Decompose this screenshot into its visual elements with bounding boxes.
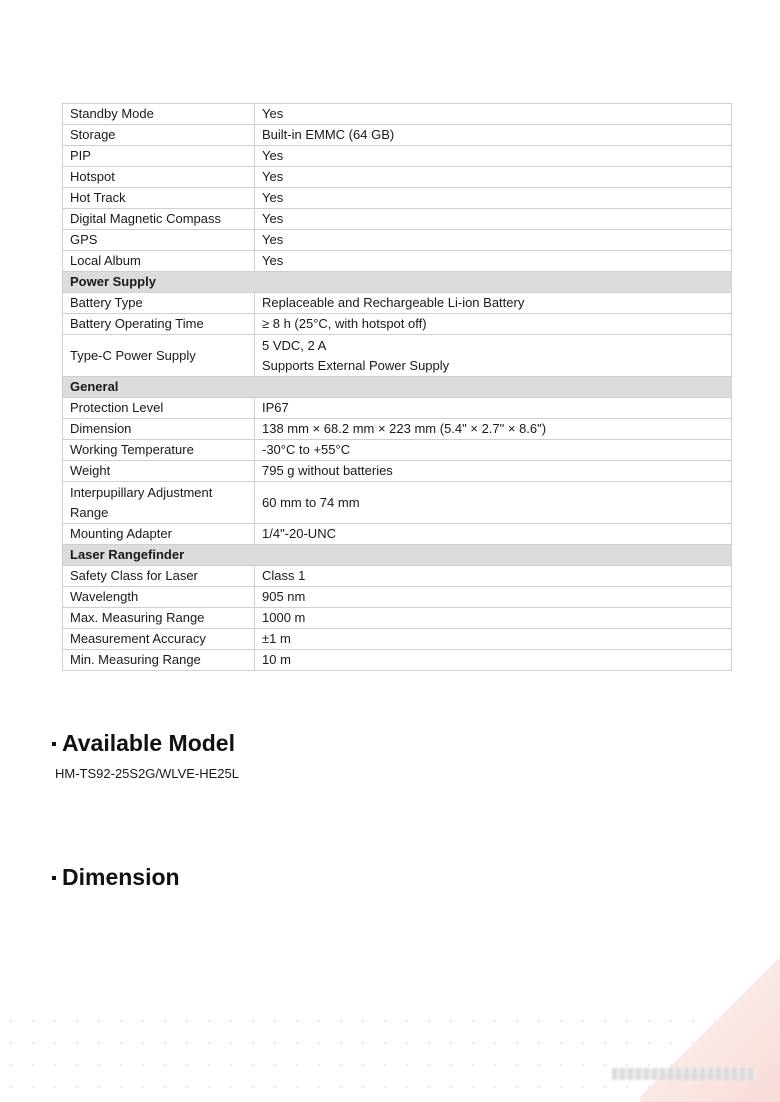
spec-row bbox=[63, 629, 732, 650]
available-model-heading bbox=[52, 730, 235, 757]
blurred-watermark bbox=[612, 1068, 756, 1080]
spec-value: ±1 m bbox=[255, 629, 732, 650]
spec-key: Measurement Accuracy bbox=[63, 629, 255, 650]
section-header-row bbox=[63, 272, 732, 293]
spec-row bbox=[63, 398, 732, 419]
spec-key: Standby Mode bbox=[63, 104, 255, 125]
spec-value: 10 m bbox=[255, 650, 732, 671]
spec-value-line: Supports External Power Supply bbox=[262, 357, 450, 373]
spec-key: Wavelength bbox=[63, 587, 255, 608]
spec-value-line: 5 VDC, 2 A bbox=[262, 337, 327, 353]
spec-value: Class 1 bbox=[255, 566, 732, 587]
dimension-heading bbox=[52, 864, 180, 891]
spec-key: Mounting Adapter bbox=[63, 524, 255, 545]
spec-row bbox=[63, 650, 732, 671]
spec-row bbox=[63, 167, 732, 188]
spec-value: ≥ 8 h (25°C, with hotspot off) bbox=[255, 314, 732, 335]
spec-value: Built-in EMMC (64 GB) bbox=[255, 125, 732, 146]
spec-row bbox=[63, 125, 732, 146]
available-model-title: Available Model bbox=[62, 730, 235, 756]
model-number: HM-TS92-25S2G/WLVE-HE25L bbox=[55, 766, 239, 781]
spec-row bbox=[63, 146, 732, 167]
spec-key: Working Temperature bbox=[63, 440, 255, 461]
spec-value: Yes bbox=[255, 230, 732, 251]
spec-value: Yes bbox=[255, 146, 732, 167]
spec-table bbox=[62, 103, 732, 671]
spec-row bbox=[63, 440, 732, 461]
spec-value: -30°C to +55°C bbox=[255, 440, 732, 461]
spec-value: Yes bbox=[255, 209, 732, 230]
spec-row bbox=[63, 524, 732, 545]
spec-key: Weight bbox=[63, 461, 255, 482]
spec-row bbox=[63, 293, 732, 314]
spec-key: Type-C Power Supply bbox=[63, 335, 255, 377]
spec-key: Hotspot bbox=[63, 167, 255, 188]
spec-key: Max. Measuring Range bbox=[63, 608, 255, 629]
spec-key: Min. Measuring Range bbox=[63, 650, 255, 671]
spec-value bbox=[255, 335, 732, 377]
spec-row bbox=[63, 209, 732, 230]
spec-row bbox=[63, 335, 732, 377]
spec-value: 60 mm to 74 mm bbox=[255, 482, 732, 524]
spec-key: PIP bbox=[63, 146, 255, 167]
spec-row bbox=[63, 566, 732, 587]
spec-key: Safety Class for Laser bbox=[63, 566, 255, 587]
spec-row bbox=[63, 587, 732, 608]
spec-value: Yes bbox=[255, 188, 732, 209]
spec-value: Yes bbox=[255, 251, 732, 272]
spec-key: GPS bbox=[63, 230, 255, 251]
spec-row bbox=[63, 104, 732, 125]
spec-value: 905 nm bbox=[255, 587, 732, 608]
section-header: Power Supply bbox=[63, 272, 732, 293]
spec-row bbox=[63, 251, 732, 272]
spec-value: Yes bbox=[255, 167, 732, 188]
section-header: General bbox=[63, 377, 732, 398]
spec-value: 138 mm × 68.2 mm × 223 mm (5.4" × 2.7" × 8.6") bbox=[255, 419, 732, 440]
spec-row bbox=[63, 314, 732, 335]
spec-value: 1000 m bbox=[255, 608, 732, 629]
section-header-row bbox=[63, 545, 732, 566]
spec-key: Battery Operating Time bbox=[63, 314, 255, 335]
dimension-title: Dimension bbox=[62, 864, 180, 890]
spec-key: Hot Track bbox=[63, 188, 255, 209]
spec-key: Dimension bbox=[63, 419, 255, 440]
spec-row bbox=[63, 461, 732, 482]
spec-value: 1/4"-20-UNC bbox=[255, 524, 732, 545]
spec-row bbox=[63, 188, 732, 209]
spec-value: 795 g without batteries bbox=[255, 461, 732, 482]
spec-key: Protection Level bbox=[63, 398, 255, 419]
spec-key: Battery Type bbox=[63, 293, 255, 314]
spec-key: Local Album bbox=[63, 251, 255, 272]
spec-key: Interpupillary Adjustment Range bbox=[63, 482, 255, 524]
spec-key: Digital Magnetic Compass bbox=[63, 209, 255, 230]
spec-table-body bbox=[63, 104, 732, 671]
spec-value: Yes bbox=[255, 104, 732, 125]
spec-value: Replaceable and Rechargeable Li-ion Battery bbox=[255, 293, 732, 314]
bullet-icon bbox=[52, 876, 56, 880]
spec-row bbox=[63, 482, 732, 524]
spec-row bbox=[63, 608, 732, 629]
spec-value: IP67 bbox=[255, 398, 732, 419]
spec-key: Storage bbox=[63, 125, 255, 146]
spec-row bbox=[63, 419, 732, 440]
section-header: Laser Rangefinder bbox=[63, 545, 732, 566]
spec-row bbox=[63, 230, 732, 251]
bullet-icon bbox=[52, 742, 56, 746]
section-header-row bbox=[63, 377, 732, 398]
